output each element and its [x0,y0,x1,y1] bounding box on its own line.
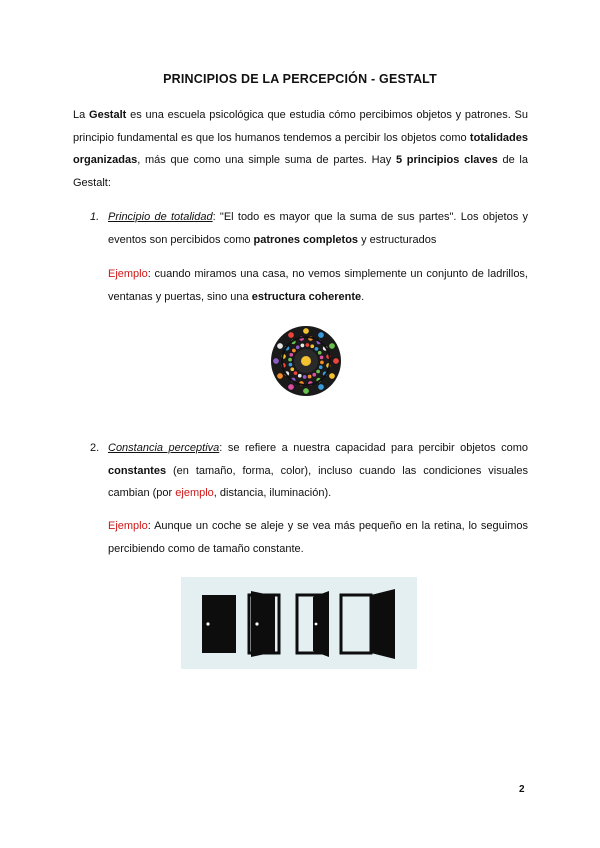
list-number-2: 2. [90,442,100,454]
example-2-text-1: : Aunque un coche se aleje y se vea más pequeño en la retina, lo seguimos percibiendo como de tamaño constante. [108,520,528,555]
intro-text-1: La [73,109,90,121]
principle-2-text-1: : se refiere a nuestra capacidad para percibir objetos como [219,442,528,454]
page-title: PRINCIPIOS DE LA PERCEPCIÓN - GESTALT [163,72,437,86]
example-label-1: Ejemplo [108,268,148,280]
intro-text-4: de la Gestalt: [73,154,528,189]
principle-2-name: Constancia perceptiva [108,442,220,454]
principle-1-text-2: y estructurados [358,233,437,246]
principle-1-bold: patrones completos [253,233,359,246]
list-number-1: 1. [90,211,100,223]
principle-2-red-word: ejemplo [175,487,214,500]
principle-2-text-2: (en tamaño, forma, color), incluso cuando las condiciones visuales cambian (por [108,464,528,500]
intro-bold-gestalt: Gestalt [89,109,127,121]
door-closed-icon [202,595,236,653]
intro-paragraph [73,104,528,194]
example-1-text-1: : cuando miramos una casa, no vemos simplemente un conjunto de ladrillos, ventanas y puertas, sino una [108,268,528,303]
example-label-2: Ejemplo [108,520,148,532]
principle-2-paragraph [108,437,528,505]
principle-1-paragraph [108,206,528,251]
example-1-text-2: . [361,290,365,303]
intro-text-2: es una escuela psicológica que estudia cómo percibimos objetos y patrones. Su principio fundamental es que los humanos tendemos a percibir los objetos como [73,109,528,144]
page-number: 2 [519,784,525,795]
principle-1-example [108,263,528,308]
intro-bold-principios: 5 principios claves [395,154,498,167]
principle-2-example [108,515,528,560]
mandala-image [270,325,342,397]
doors-image [181,577,417,669]
principle-1-text-1: : "El todo es mayor que la suma de sus partes". Los objetos y eventos son percibidos como [108,211,528,246]
principle-1-name: Principio de totalidad [108,211,213,223]
intro-text-3: , más que como una simple suma de partes. Hay [137,154,396,167]
principle-2-bold: constantes [108,464,167,477]
principle-2-text-3: , distancia, iluminación). [213,487,332,500]
example-1-bold: estructura coherente [251,290,362,303]
intro-bold-totalidades: totalidades organizadas [73,131,528,167]
door-slightly-open-icon [249,591,279,657]
